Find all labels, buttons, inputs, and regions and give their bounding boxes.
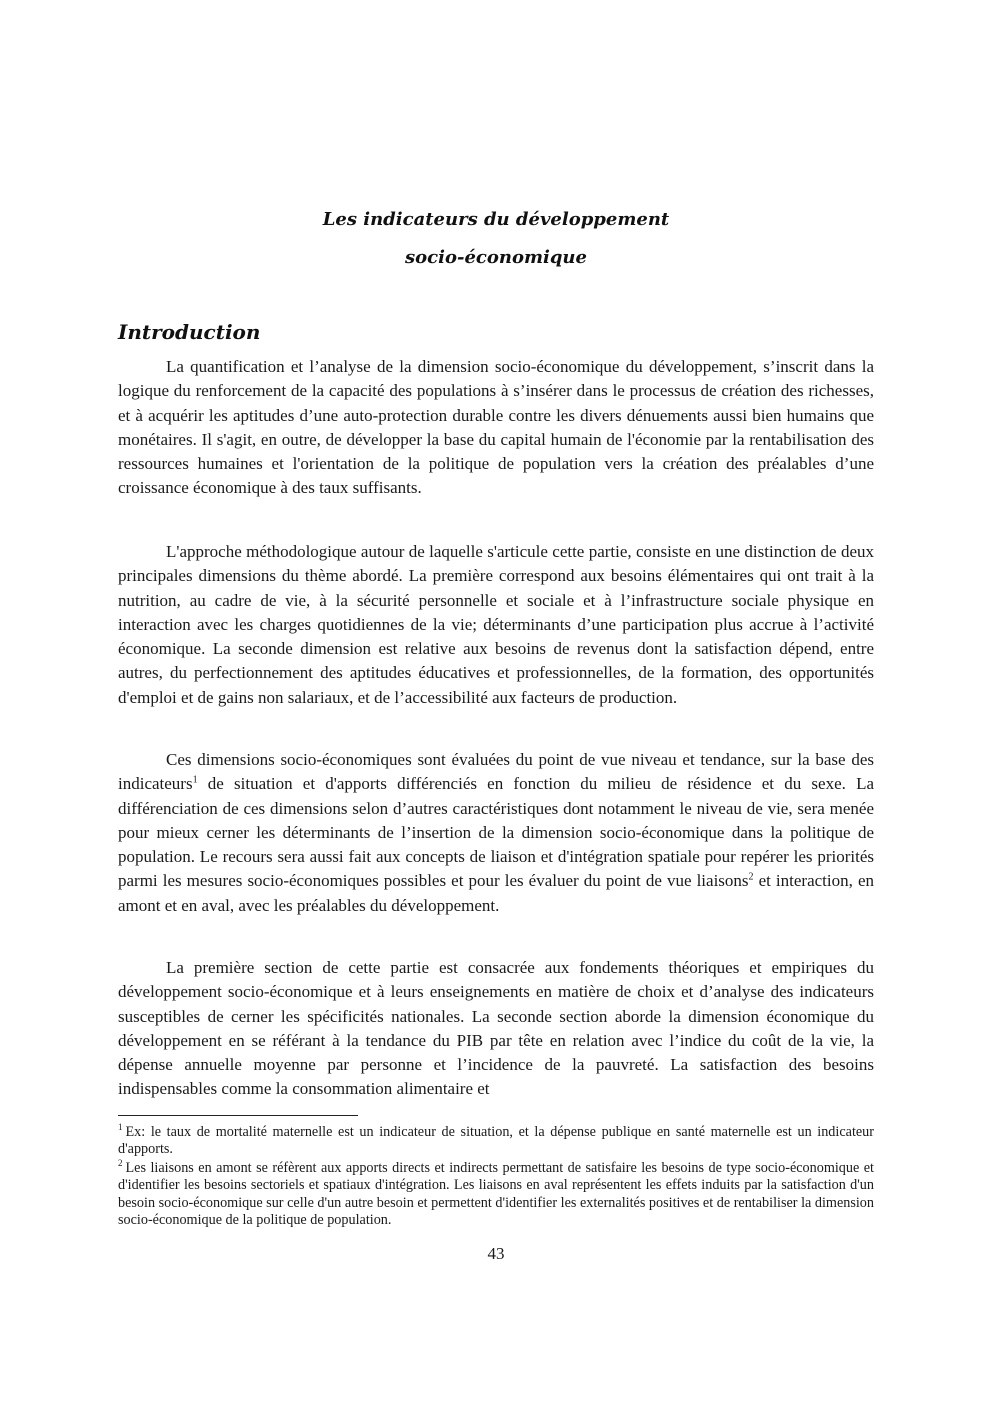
page-number: 43 <box>487 1244 505 1263</box>
paragraph-2: L'approche méthodologique autour de laquelle s'articule cette partie, consiste en une distinction de deux principales dimensions du thème abordé. La première correspond aux besoins élémentaires qui ont trait à la nutrition, au cadre de vie, à la sécurité personnelle et sociale et à l’infrastructure sociale physique en interaction avec les charges quotidiennes de la vie; déterminants d’une participation plus accrue à l’activité économique. La seconde dimension est relative aux besoins de revenus dont la satisfaction dépend, entre autres, du perfectionnement des aptitudes éducatives et professionnelles, de la formation, des opportunités d'emploi et de gains non salariaux, et de l’accessibilité aux facteurs de production. <box>118 542 874 707</box>
footnote-1-mark: 1 <box>118 1122 123 1133</box>
footnote-1 <box>118 1124 874 1159</box>
paragraph-3 <box>118 748 874 918</box>
paragraph-4: La première section de cette partie est consacrée aux fondements théoriques et empiriques du développement socio-économique et à leurs enseignements en matière de choix et d’analyse des indicateurs susceptibles de cerner les spécificités nationales. La seconde section aborde la dimension économique du développement en se référant à la tendance du PIB par tête en relation avec l’indice du coût de la vie, la dépense annuelle moyenne par personne et l’incidence de la pauvreté. La satisfaction des besoins indispensables comme la consommation alimentaire et <box>118 958 874 1099</box>
paragraph-3-part-c: et interaction, en amont et en aval, avec les préalables du développement. <box>118 871 874 915</box>
document-title-line-1: Les indicateurs du développement <box>322 209 670 230</box>
footnote-separator <box>118 1115 358 1116</box>
section-heading: Introduction <box>118 320 261 344</box>
footnote-2-text: Les liaisons en amont se réfèrent aux apports directs et indirects permettant de satisfaire les besoins de type socio-économique et d'identifier les besoins sectoriels et spatiaux d'intégration. Les liaisons en aval représentent les effets induits par la satisfaction d'un besoin socio-économique sur celle d'un autre besoin et permettent d'identifier les externalités positives et de rentabiliser la dimension socio-économique de la politique de population. <box>118 1160 874 1228</box>
footnote-1-text: Ex: le taux de mortalité maternelle est un indicateur de situation, et la dépense publique en santé maternelle est un indicateur d'apports. <box>118 1124 874 1158</box>
footnote-2 <box>118 1160 874 1229</box>
footnote-2-mark: 2 <box>118 1158 123 1169</box>
footnote-ref-2: 2 <box>748 871 754 883</box>
document-title-line-2: socio-économique <box>405 247 587 268</box>
paragraph-1: La quantification et l’analyse de la dimension socio-économique du développement, s’inscrit dans la logique du renforcement de la capacité des populations à s’insérer dans le processus de création des richesses, et à acquérir les aptitudes d’une auto-protection durable contre les divers dénuements aussi bien humains que monétaires. Il s'agit, en outre, de développer la base du capital humain de l'économie par la rentabilisation des ressources humaines et l'orientation de la politique de population vers la création des préalables d’une croissance économique à des taux suffisants. <box>118 357 874 498</box>
footnote-ref-1: 1 <box>192 774 198 786</box>
paragraph-3-part-b: de situation et d'apports différenciés en fonction du milieu de résidence et du sexe. La différenciation de ces dimensions selon d’autres caractéristiques dont notamment le niveau de vie, sera menée pour mieux cerner les déterminants de l’insertion de la dimension socio-économique dans la politique de population. Le recours sera aussi fait aux concepts de liaison et d'intégration spatiale pour repérer les priorités parmi les mesures socio-économiques possibles et pour les évaluer du point de vue liaisons <box>118 774 874 891</box>
paragraph-3-part-a: Ces dimensions socio-économiques sont évaluées du point de vue niveau et tendance, sur la base des indicateurs <box>118 750 874 794</box>
